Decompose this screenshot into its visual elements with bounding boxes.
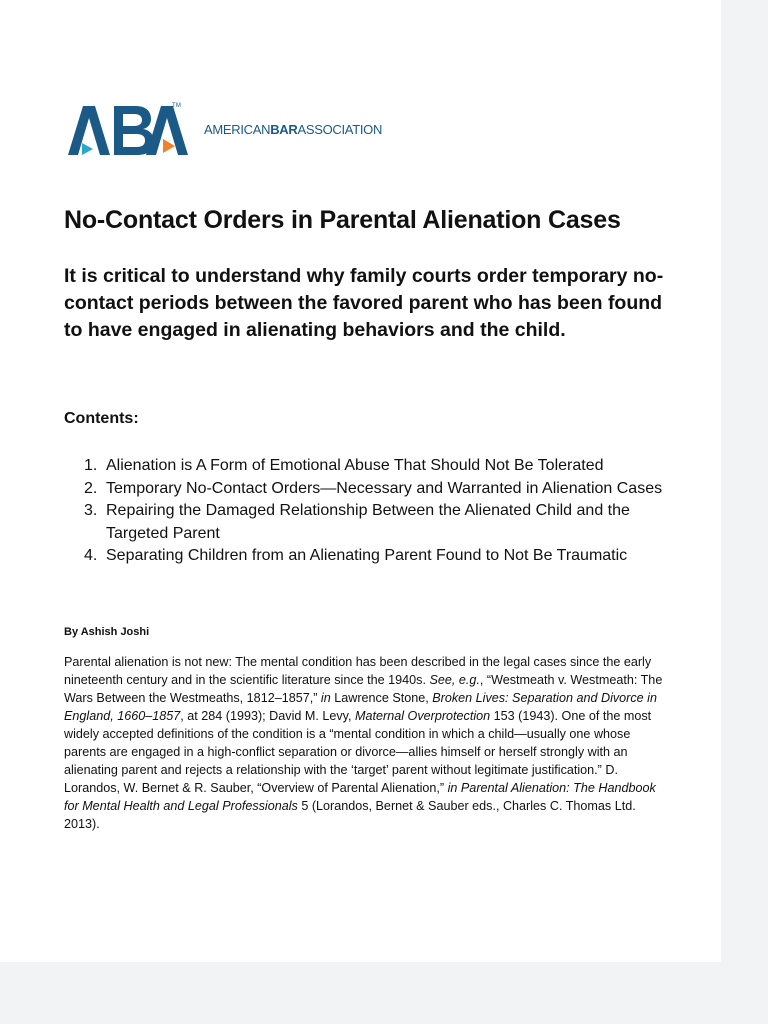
contents-item-number: 4. — [84, 547, 98, 564]
body-run: , “Westmeath v. Westmeath: The Wars Between the Westmeaths, 1812–1857,” — [64, 673, 663, 705]
contents-item[interactable] — [64, 500, 664, 545]
aba-logo-mark — [66, 102, 190, 160]
author-byline: By Ashish Joshi — [64, 626, 150, 638]
contents-heading: Contents: — [64, 410, 139, 427]
article-title: No-Contact Orders in Parental Alienation Cases — [64, 206, 621, 234]
contents-item-text: Temporary No-Contact Orders—Necessary and Warranted in Alienation Cases — [106, 479, 663, 497]
contents-item[interactable] — [64, 545, 664, 568]
body-run-italic: in Parental Alienation: The Handbook for Mental Health and Legal Professionals — [64, 781, 656, 813]
contents-item-number: 2. — [84, 479, 98, 497]
body-run-italic: Maternal Overprotection — [355, 709, 491, 723]
body-run-italic: in — [320, 691, 331, 705]
american-bar-association-wordmark: AMERICANBARASSOCIATION — [204, 122, 383, 137]
body-run-italic: See, e.g. — [429, 673, 480, 687]
body-run: Parental alienation is not new: The mental condition has been described in the legal cases since the early nineteenth century and in the scientific literature since the 1940s. — [64, 655, 652, 687]
trademark-mark: TM — [172, 103, 182, 109]
article-subtitle: It is critical to understand why family courts order temporary no-contact periods between the favored parent who has been found to have engaged in alienating behaviors and the child. — [64, 265, 664, 341]
body-run-italic: Broken Lives: Separation and Divorce in England, 1660–1857 — [64, 691, 657, 723]
contents-item-text: Repairing the Damaged Relationship Between the Alienated Child and the Targeted Parent — [106, 502, 630, 542]
contents-item-number: 1. — [84, 457, 98, 474]
contents-list — [64, 455, 664, 568]
body-paragraph — [64, 653, 664, 833]
contents-item[interactable] — [64, 455, 664, 478]
body-run: 5 (Lorandos, Bernet & Sauber eds., Charles C. Thomas Ltd. 2013). — [64, 799, 636, 831]
contents-item[interactable] — [64, 478, 664, 501]
body-run: Lawrence Stone, — [330, 691, 433, 705]
aba-logo — [66, 102, 383, 164]
body-run: 153 (1943). One of the most widely accepted definitions of the condition is a “mental condition in which a child—usually one whose parents are engaged in a high-conflict separation or divorce—allies himself or herself strongly with an alienating parent and rejects a relationship with the ‘target’ parent without legitimate justification.” D. Lorandos, W. Bernet & R. Sauber, “Overview of Parental Alienation,” — [64, 709, 652, 795]
contents-item-text: Separating Children from an Alienating Parent Found to Not Be Traumatic — [106, 547, 628, 564]
contents-item-text: Alienation is A Form of Emotional Abuse That Should Not Be Tolerated — [106, 457, 604, 474]
contents-item-number: 3. — [84, 502, 98, 519]
body-run: , at 284 (1993); David M. Levy, — [180, 709, 356, 723]
